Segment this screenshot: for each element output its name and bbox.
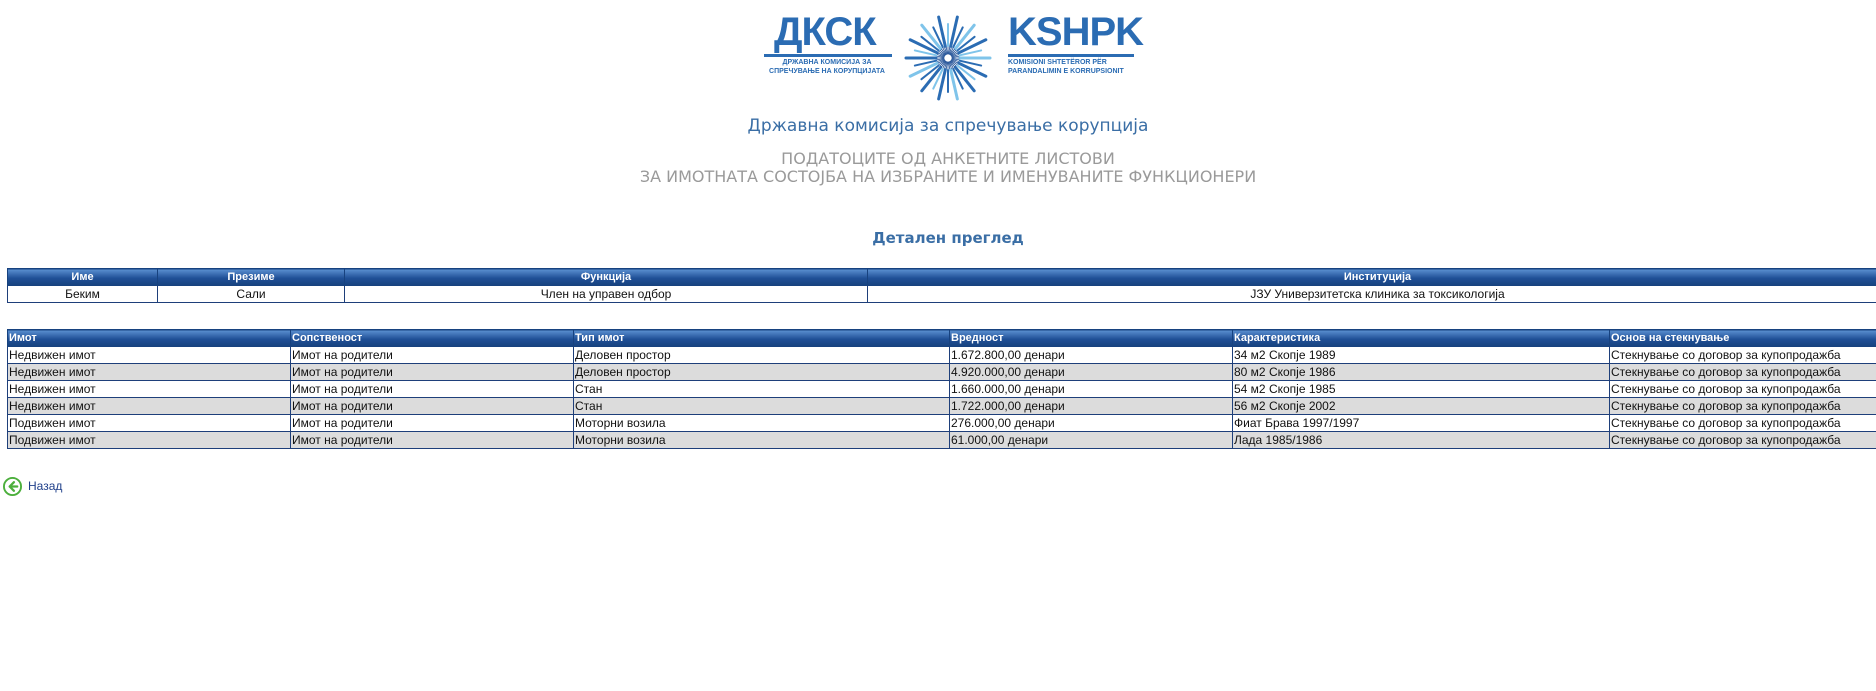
column-header-surname: Презиме xyxy=(158,269,345,286)
cell-surname: Сали xyxy=(158,286,345,303)
column-header-characteristic: Карактеристика xyxy=(1233,330,1610,347)
section-heading: Детален преглед xyxy=(872,229,1024,247)
cell-asset: Подвижен имот xyxy=(8,415,291,432)
cell-institution: ЈЗУ Универзитетска клиника за токсикологија xyxy=(868,286,1876,303)
logo-text-sq: KSHPK xyxy=(1008,10,1144,54)
cell-characteristic: 34 м2 Скопје 1989 xyxy=(1233,347,1610,364)
column-header-asset-type: Тип имот xyxy=(574,330,950,347)
cell-acquisition: Стекнување со договор за купопродажба xyxy=(1610,347,1876,364)
logo-subtitle-mk-line1: ДРЖАВНА КОМИСИЈА ЗА xyxy=(782,59,872,66)
column-header-acquisition: Основ на стекнување xyxy=(1610,330,1876,347)
cell-ownership: Имот на родители xyxy=(291,347,574,364)
cell-characteristic: 56 м2 Скопје 2002 xyxy=(1233,398,1610,415)
column-header-ownership: Сопственост xyxy=(291,330,574,347)
cell-asset-type: Моторни возила xyxy=(574,432,950,449)
back-link[interactable] xyxy=(3,476,62,496)
cell-function: Член на управен одбор xyxy=(345,286,868,303)
back-link-label[interactable]: Назад xyxy=(28,479,63,493)
table-row xyxy=(8,364,1876,381)
cell-asset: Недвижен имот xyxy=(8,398,291,415)
cell-characteristic: Лада 1985/1986 xyxy=(1233,432,1610,449)
cell-acquisition: Стекнување со договор за купопродажба xyxy=(1610,415,1876,432)
table-row xyxy=(8,415,1876,432)
page-subtitle-line1: ПОДАТОЦИТЕ ОД АНКЕТНИТЕ ЛИСТОВИ xyxy=(781,149,1115,168)
cell-ownership: Имот на родители xyxy=(291,381,574,398)
column-header-value: Вредност xyxy=(950,330,1233,347)
logo-divider-left xyxy=(764,54,892,57)
table-row xyxy=(8,347,1876,364)
cell-asset-type: Деловен простор xyxy=(574,364,950,381)
logo-subtitle-mk xyxy=(764,58,890,76)
page-title: Државна комисија за спречување корупција xyxy=(747,116,1149,136)
logo-subtitle-sq-line2: PARANDALIMIN E KORRUPSIONIT xyxy=(1008,68,1124,75)
cell-acquisition: Стекнување со договор за купопродажба xyxy=(1610,364,1876,381)
cell-value: 4.920.000,00 денари xyxy=(950,364,1233,381)
cell-value: 1.672.800,00 денари xyxy=(950,347,1233,364)
table-row xyxy=(8,381,1876,398)
person-table-header xyxy=(8,269,1876,286)
cell-acquisition: Стекнување со договор за купопродажба xyxy=(1610,432,1876,449)
column-header-name: Име xyxy=(8,269,158,286)
assets-table-header xyxy=(8,330,1876,347)
cell-value: 276.000,00 денари xyxy=(950,415,1233,432)
cell-asset-type: Деловен простор xyxy=(574,347,950,364)
column-header-asset: Имот xyxy=(8,330,291,347)
cell-ownership: Имот на родители xyxy=(291,432,574,449)
cell-asset: Подвижен имот xyxy=(8,432,291,449)
cell-asset-type: Стан xyxy=(574,381,950,398)
page-subtitle-line2: ЗА ИМОТНАТА СОСТОЈБА НА ИЗБРАНИТЕ И ИМЕНУВАНИТЕ ФУНКЦИОНЕРИ xyxy=(639,167,1257,186)
cell-characteristic: 54 м2 Скопје 1985 xyxy=(1233,381,1610,398)
column-header-institution: Институција xyxy=(868,269,1876,286)
cell-ownership: Имот на родители xyxy=(291,398,574,415)
cell-value: 61.000,00 денари xyxy=(950,432,1233,449)
cell-asset: Недвижен имот xyxy=(8,381,291,398)
table-row xyxy=(8,286,1876,303)
cell-acquisition: Стекнување со договор за купопродажба xyxy=(1610,398,1876,415)
assets-table xyxy=(7,329,1876,449)
cell-asset-type: Стан xyxy=(574,398,950,415)
logo-subtitle-mk-line2: СПРЕЧУВАЊЕ НА КОРУПЦИЈАТА xyxy=(769,68,885,75)
logo-subtitle-sq xyxy=(1008,58,1138,76)
table-row xyxy=(8,432,1876,449)
logo-burst-icon xyxy=(892,8,1004,104)
cell-characteristic: Фиат Брава 1997/1997 xyxy=(1233,415,1610,432)
cell-value: 1.660.000,00 денари xyxy=(950,381,1233,398)
cell-characteristic: 80 м2 Скопје 1986 xyxy=(1233,364,1610,381)
back-arrow-icon[interactable] xyxy=(3,477,22,496)
person-table xyxy=(7,268,1876,303)
cell-asset-type: Моторни возила xyxy=(574,415,950,432)
logo-subtitle-sq-line1: KOMISIONI SHTETËROR PËR xyxy=(1008,59,1107,66)
table-row xyxy=(8,398,1876,415)
cell-acquisition: Стекнување со договор за купопродажба xyxy=(1610,381,1876,398)
logo-divider-right xyxy=(1008,54,1134,57)
cell-ownership: Имот на родители xyxy=(291,364,574,381)
cell-name: Беким xyxy=(8,286,158,303)
cell-asset: Недвижен имот xyxy=(8,364,291,381)
logo-text-mk: ДКСК xyxy=(774,10,876,54)
column-header-function: Функција xyxy=(345,269,868,286)
cell-value: 1.722.000,00 денари xyxy=(950,398,1233,415)
cell-asset: Недвижен имот xyxy=(8,347,291,364)
logo xyxy=(764,8,1144,104)
cell-ownership: Имот на родители xyxy=(291,415,574,432)
